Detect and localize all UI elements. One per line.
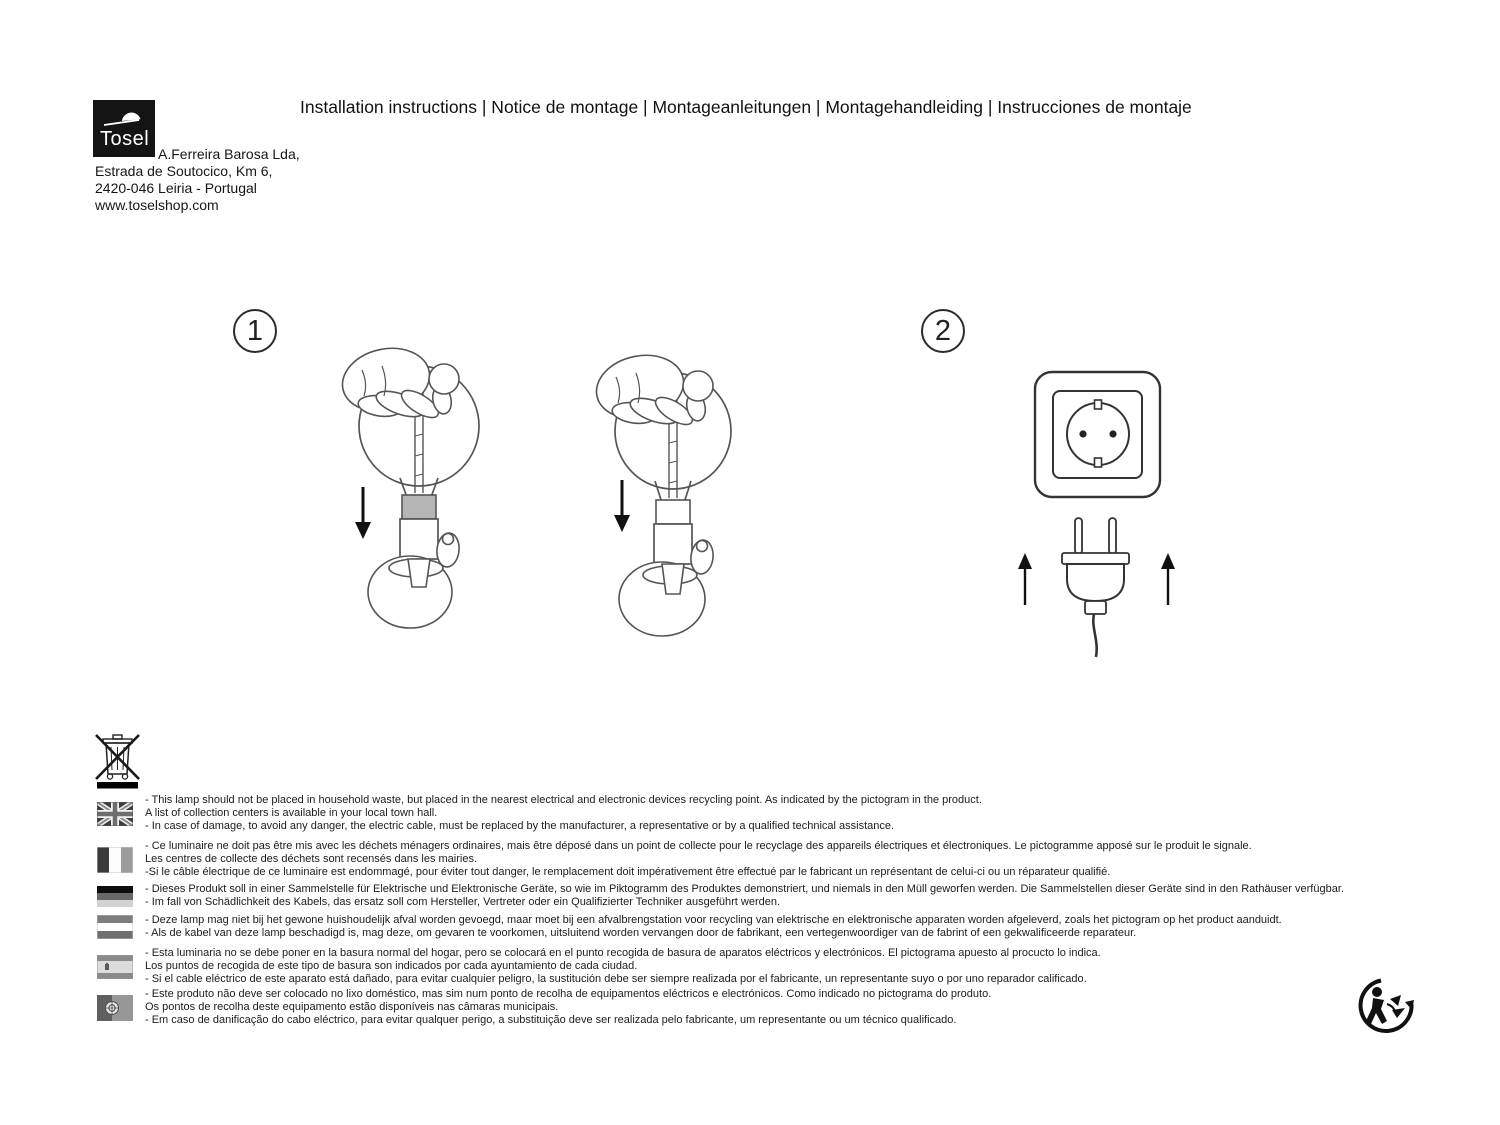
spain-flag (97, 955, 133, 979)
socket-plug-illustration (1010, 358, 1190, 658)
bulb-insert-illustration-2 (592, 345, 747, 640)
socket-plug-figure (1010, 358, 1190, 663)
triman-recycling-icon (1357, 977, 1415, 1035)
company-address-street: Estrada de Soutocico, Km 6, (95, 163, 273, 179)
tosel-logo (93, 100, 155, 157)
notice-line: - Si el cable eléctrico de este aparato está dañado, para evitar cualquier peligro, la sustitución debe ser siempre realizada por el fabricante, un representante suyo o por uno reparador calificado. (145, 973, 1087, 986)
bulb-insert-figure-1 (338, 340, 493, 640)
company-address-city: 2420-046 Leiria - Portugal (95, 180, 257, 196)
notice-line: Los puntos de recogida de este tipo de basura son indicados por cada ayuntamiento de cada ciudad. (145, 960, 638, 973)
notice-line: - Ce luminaire ne doit pas être mis avec les déchets ménagers ordinaires, mais être déposé dans un point de collecte pour le recyclage des appareils électriques et électroniques. Le pictogramme apposé sur le produit le signale. (145, 840, 1252, 852)
page-title: Installation instructions | Notice de montage | Montageanleitungen | Montagehandleiding | Instrucciones de montaje (300, 97, 1192, 117)
notice-line: - Als de kabel van deze lamp beschadigd is, mag deze, om gevaren te voorkomen, uitsluitend worden vervangen door de fabrikant, een vertegenwoordiger van de fabrint of een gekwalificeerde reparateur. (145, 927, 1137, 940)
plug-icon (1062, 518, 1129, 657)
weee-symbol (92, 727, 144, 794)
crossed-out-wheeled-bin-icon (92, 727, 144, 789)
step-2-badge (921, 309, 965, 353)
notice-line: - Deze lamp mag niet bij het gewone huishoudelijk afval worden gevoegd, maar moet bij een afvalbrengstation voor recycling van elektrische en elektronische apparaten worden afgeleverd, zoals het pictogram op het product aanduidt. (145, 914, 1282, 926)
notice-row-german (97, 883, 1344, 909)
notice-row-french (97, 840, 1252, 880)
company-website: www.toselshop.com (95, 197, 219, 213)
notice-line: - Em caso de danificação do cabo eléctrico, para evitar qualquer perigo, a substituição deve ser realizada pelo fabricante, um representante ou um técnico qualificado. (145, 1014, 957, 1027)
portugal-flag (97, 995, 133, 1021)
notice-row-portuguese (97, 988, 991, 1028)
notice-row-spanish (97, 947, 1101, 987)
step-1-badge (233, 309, 277, 353)
company-name: A.Ferreira Barosa Lda, (158, 146, 300, 162)
bulb-insert-figure-2 (592, 345, 747, 645)
notice-line: A list of collection centers is available in your local town hall. (145, 807, 438, 820)
step-1-number: 1 (246, 314, 264, 347)
uk-flag (97, 802, 133, 826)
socket-hole-left (1079, 430, 1086, 437)
notice-row-dutch (97, 914, 1282, 940)
notice-line: -Si le câble électrique de ce luminaire est endommagé, pour éviter tout danger, le remplacement doit impérativement être effectué par le fabricant un représentant de celui-ci ou un réparateur qualifié. (145, 866, 1111, 879)
netherlands-flag (97, 915, 133, 939)
socket-hole-right (1109, 430, 1116, 437)
notice-line: Les centres de collecte des déchets sont recensés dans les mairies. (145, 853, 478, 866)
plug-cord (1093, 614, 1096, 657)
bulb-insert-illustration-1 (338, 340, 493, 635)
triman-symbol (1357, 977, 1415, 1040)
svg-text:Tosel: Tosel (100, 128, 150, 150)
tosel-logo-icon (93, 100, 155, 157)
notice-line: - In case of damage, to avoid any danger, the electric cable, must be replaced by the manufacturer, a representative or by a qualified technical assistance. (145, 820, 895, 833)
notice-line: - This lamp should not be placed in household waste, but placed in the nearest electrical and electronic devices recycling point. As indicated by the pictogram in the product. (145, 794, 982, 806)
notice-line: - Esta luminaria no se debe poner en la basura normal del hogar, pero se colocará en el punto recogida de basura de aparatos eléctricos y electrónicos. El pictograma apuesto al procucto lo indica. (145, 947, 1101, 959)
notice-line: Os pontos de recolha deste equipamento estão disponíveis nas câmaras municipais. (145, 1001, 559, 1014)
notice-line: - Dieses Produkt soll in einer Sammelstelle für Elektrische und Elektronische Geräte, so wie im Piktogramm des Produktes demonstriert, und niemals in den Müll geworfen werden. Die Sammelstellen dieser Geräte sind in den Rathäuser verfügbar. (145, 883, 1344, 895)
notice-row-english (97, 794, 982, 834)
notice-line: - Este produto não deve ser colocado no lixo doméstico, mas sim num ponto de recolha de equipamentos eléctricos e electrónicos. Como indicado no pictograma do produto. (145, 988, 992, 1000)
step-2-number: 2 (934, 314, 952, 347)
france-flag (97, 847, 133, 873)
notice-line: - Im fall von Schädlichkeit des Kabels, das ersatz soll com Hersteller, Vertreter oder ein Qualifizierter Techniker ausgeführt werden. (145, 896, 781, 909)
germany-flag (97, 886, 133, 907)
